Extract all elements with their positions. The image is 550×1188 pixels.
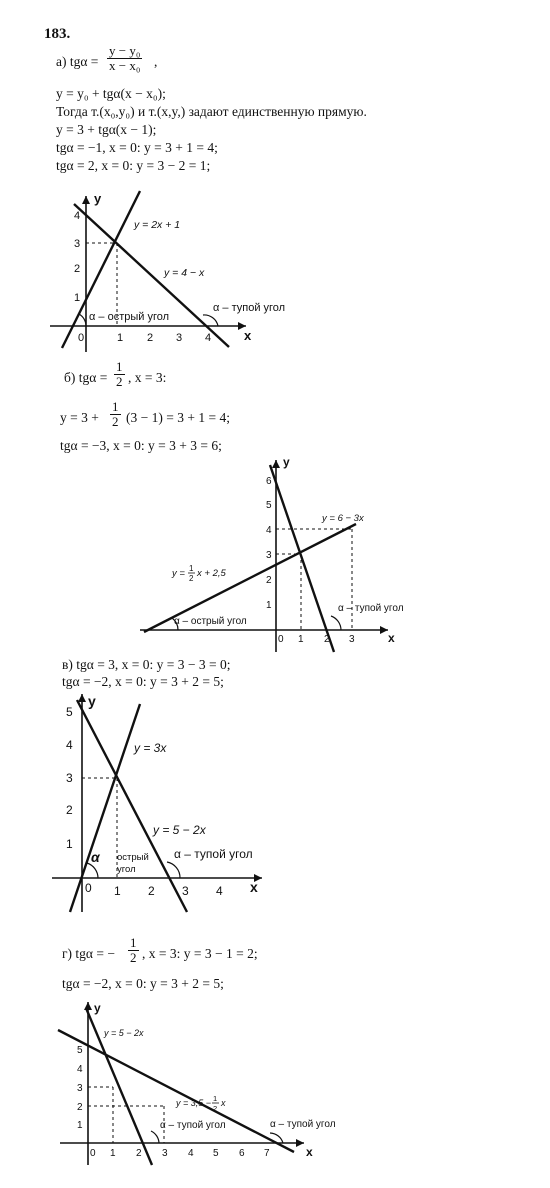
graph-b-tick-y4: 4 xyxy=(266,525,272,536)
graph-g-alpha-obtuse-2: α – тупой угол xyxy=(270,1119,336,1130)
part-a-line1: y = y₀ + tgα(x − x₀); xyxy=(56,86,166,101)
part-a-frac-den: x − x₀ xyxy=(109,58,141,73)
part-b-line1-pre: y = 3 + xyxy=(60,410,99,425)
graph-v-alpha-obtuse: α – тупой угол xyxy=(174,847,253,861)
part-a-frac-tail: , xyxy=(154,54,158,69)
part-b-tail: , x = 3: xyxy=(128,370,167,385)
graph-v-label-5m2x: y = 5 − 2x xyxy=(153,823,206,837)
part-a-frac-num: y − y₀ xyxy=(109,43,141,58)
graph-b-tick-y2: 2 xyxy=(266,575,272,586)
part-b-line1-post: (3 − 1) = 3 + 1 = 4; xyxy=(126,410,230,425)
graph-a-tick-x4: 4 xyxy=(205,332,212,344)
graph-g-tick-x4: 4 xyxy=(188,1148,194,1159)
graph-g-tick-y4: 4 xyxy=(77,1064,83,1075)
graph-b-label-flat-num: 1 xyxy=(189,564,194,573)
graph-b-tick-y5: 5 xyxy=(266,500,272,511)
graph-v-label-3x: y = 3x xyxy=(134,741,167,755)
graph-a-tick-y2: 2 xyxy=(74,263,81,275)
graph-g-arc-obtuse-1 xyxy=(151,1131,159,1143)
part-g-label: г) tgα = − xyxy=(62,946,115,961)
graph-g-tick-y5: 5 xyxy=(77,1045,83,1056)
graph-a-label-4mx: y = 4 − x xyxy=(164,267,205,279)
graph-a-alpha-acute: α – острый угол xyxy=(89,311,170,323)
graph-b-alpha-obtuse: α – тупой угол xyxy=(338,603,404,614)
part-b-frac-den: 2 xyxy=(116,374,123,389)
graph-b-axis-y-label: y xyxy=(283,455,290,469)
graph-b-label-flat-pre: y = xyxy=(172,568,185,579)
graph-g-label-flat-pre: y = 3,5 − xyxy=(176,1098,212,1108)
graph-g-tick-x1: 1 xyxy=(110,1148,116,1159)
part-b-label: б) tgα = xyxy=(64,370,108,385)
graph-g-line-flat xyxy=(58,1030,294,1152)
part-b-frac-num: 1 xyxy=(116,359,123,374)
graph-b-tick-y3: 3 xyxy=(266,550,272,561)
graph-g-origin: 0 xyxy=(90,1148,96,1159)
graph-v-axis-x-label: x xyxy=(250,879,258,895)
graph-g-label-flat-num: 1 xyxy=(213,1094,218,1103)
part-v-line1: в) tgα = 3, x = 0: y = 3 − 3 = 0; xyxy=(62,657,231,672)
graph-v-tick-y5: 5 xyxy=(66,705,73,719)
graph-a-tick-x1: 1 xyxy=(117,332,124,344)
graph-g-tick-y2: 2 xyxy=(77,1102,83,1113)
part-b-line1-frac-den: 2 xyxy=(112,414,119,429)
graph-v-tick-x2: 2 xyxy=(148,884,155,898)
graph-a-tick-y4: 4 xyxy=(74,210,81,222)
part-g-frac-den: 2 xyxy=(130,950,137,965)
part-v-line2: tgα = −2, x = 0: y = 3 + 2 = 5; xyxy=(62,674,224,689)
graph-b-tick-y6: 6 xyxy=(266,476,272,487)
graph-g-tick-x2: 2 xyxy=(136,1148,142,1159)
graph-g-tick-x6: 6 xyxy=(239,1148,245,1159)
graph-b-origin: 0 xyxy=(278,634,284,645)
graph-g-tick-y1: 1 xyxy=(77,1120,83,1131)
graph-b-tick-x1: 1 xyxy=(298,634,304,645)
graph-v-tick-x1: 1 xyxy=(114,884,121,898)
graph-g-x-arrow xyxy=(296,1139,304,1147)
graph-v-tick-y3: 3 xyxy=(66,771,73,785)
part-g-frac-num: 1 xyxy=(130,935,137,950)
graph-b-axis-x-label: x xyxy=(388,631,395,645)
graph-g-axis-y-label: y xyxy=(94,1001,101,1015)
graph-v-origin: 0 xyxy=(85,881,92,895)
part-g-tail: , x = 3: y = 3 − 1 = 2; xyxy=(142,946,258,961)
graph-v-alpha-acute-2: угол xyxy=(117,864,136,875)
graph-a-axis-x-label: x xyxy=(244,328,252,343)
graph-a-axis-y-label: y xyxy=(94,191,102,206)
graph-v-alpha-symbol: α xyxy=(91,849,100,865)
graph-b-tick-x2: 2 xyxy=(324,634,330,645)
graph-b-tick-y1: 1 xyxy=(266,600,272,611)
graph-g-tick-x3: 3 xyxy=(162,1148,168,1159)
graph-g-tick-x5: 5 xyxy=(213,1148,219,1159)
graph-v-alpha-acute-1: острый xyxy=(117,852,149,863)
graph-b-label-steep: y = 6 − 3x xyxy=(322,513,364,524)
graph-g-alpha-obtuse-1: α – тупой угол xyxy=(160,1120,226,1131)
part-a-line2: Тогда т.(x₀,y₀) и т.(x,y,) задают единственную прямую. xyxy=(56,104,367,119)
graph-b-label-flat-den: 2 xyxy=(189,574,194,583)
graph-v-tick-y1: 1 xyxy=(66,837,73,851)
graph-a-tick-y3: 3 xyxy=(74,238,81,250)
graph-v-tick-y4: 4 xyxy=(66,738,73,752)
graph-g-label-flat-den: 2 xyxy=(213,1104,218,1113)
graph-b-tick-x3: 3 xyxy=(349,634,355,645)
part-g-line2: tgα = −2, x = 0: y = 3 + 2 = 5; xyxy=(62,976,224,991)
part-b-line2: tgα = −3, x = 0: y = 3 + 3 = 6; xyxy=(60,438,222,453)
graph-g-tick-x7: 7 xyxy=(264,1148,270,1159)
graph-b-alpha-acute: α – острый угол xyxy=(174,616,247,627)
graph-a-tick-x3: 3 xyxy=(176,332,183,344)
graph-g-tick-y3: 3 xyxy=(77,1083,83,1094)
graph-a-tick-y1: 1 xyxy=(74,292,81,304)
graph-v-tick-x3: 3 xyxy=(182,884,189,898)
part-b-line1-frac-num: 1 xyxy=(112,399,119,414)
graph-a-label-2x1: y = 2x + 1 xyxy=(134,219,181,231)
problem-number: 183. xyxy=(44,26,71,42)
part-a-line3: y = 3 + tgα(x − 1); xyxy=(56,122,157,137)
part-a-line5: tgα = 2, x = 0: y = 3 − 2 = 1; xyxy=(56,158,211,173)
graph-v-axis-y-label: y xyxy=(88,693,96,709)
graph-v-tick-y2: 2 xyxy=(66,803,73,817)
graph-g-label-steep: y = 5 − 2x xyxy=(104,1028,144,1038)
graph-a-alpha-obtuse: α – тупой угол xyxy=(213,302,286,314)
graph-a-tick-x2: 2 xyxy=(147,332,154,344)
graph-b-label-flat-post: x + 2,5 xyxy=(197,568,226,579)
graph-a-origin: 0 xyxy=(78,332,85,344)
graph-g-label-flat-post: x xyxy=(221,1098,226,1108)
graph-v-tick-x4: 4 xyxy=(216,884,223,898)
part-a-line4: tgα = −1, x = 0: y = 3 + 1 = 4; xyxy=(56,140,218,155)
graph-g-axis-x-label: x xyxy=(306,1145,313,1159)
part-a-label: а) tgα = xyxy=(56,54,99,69)
